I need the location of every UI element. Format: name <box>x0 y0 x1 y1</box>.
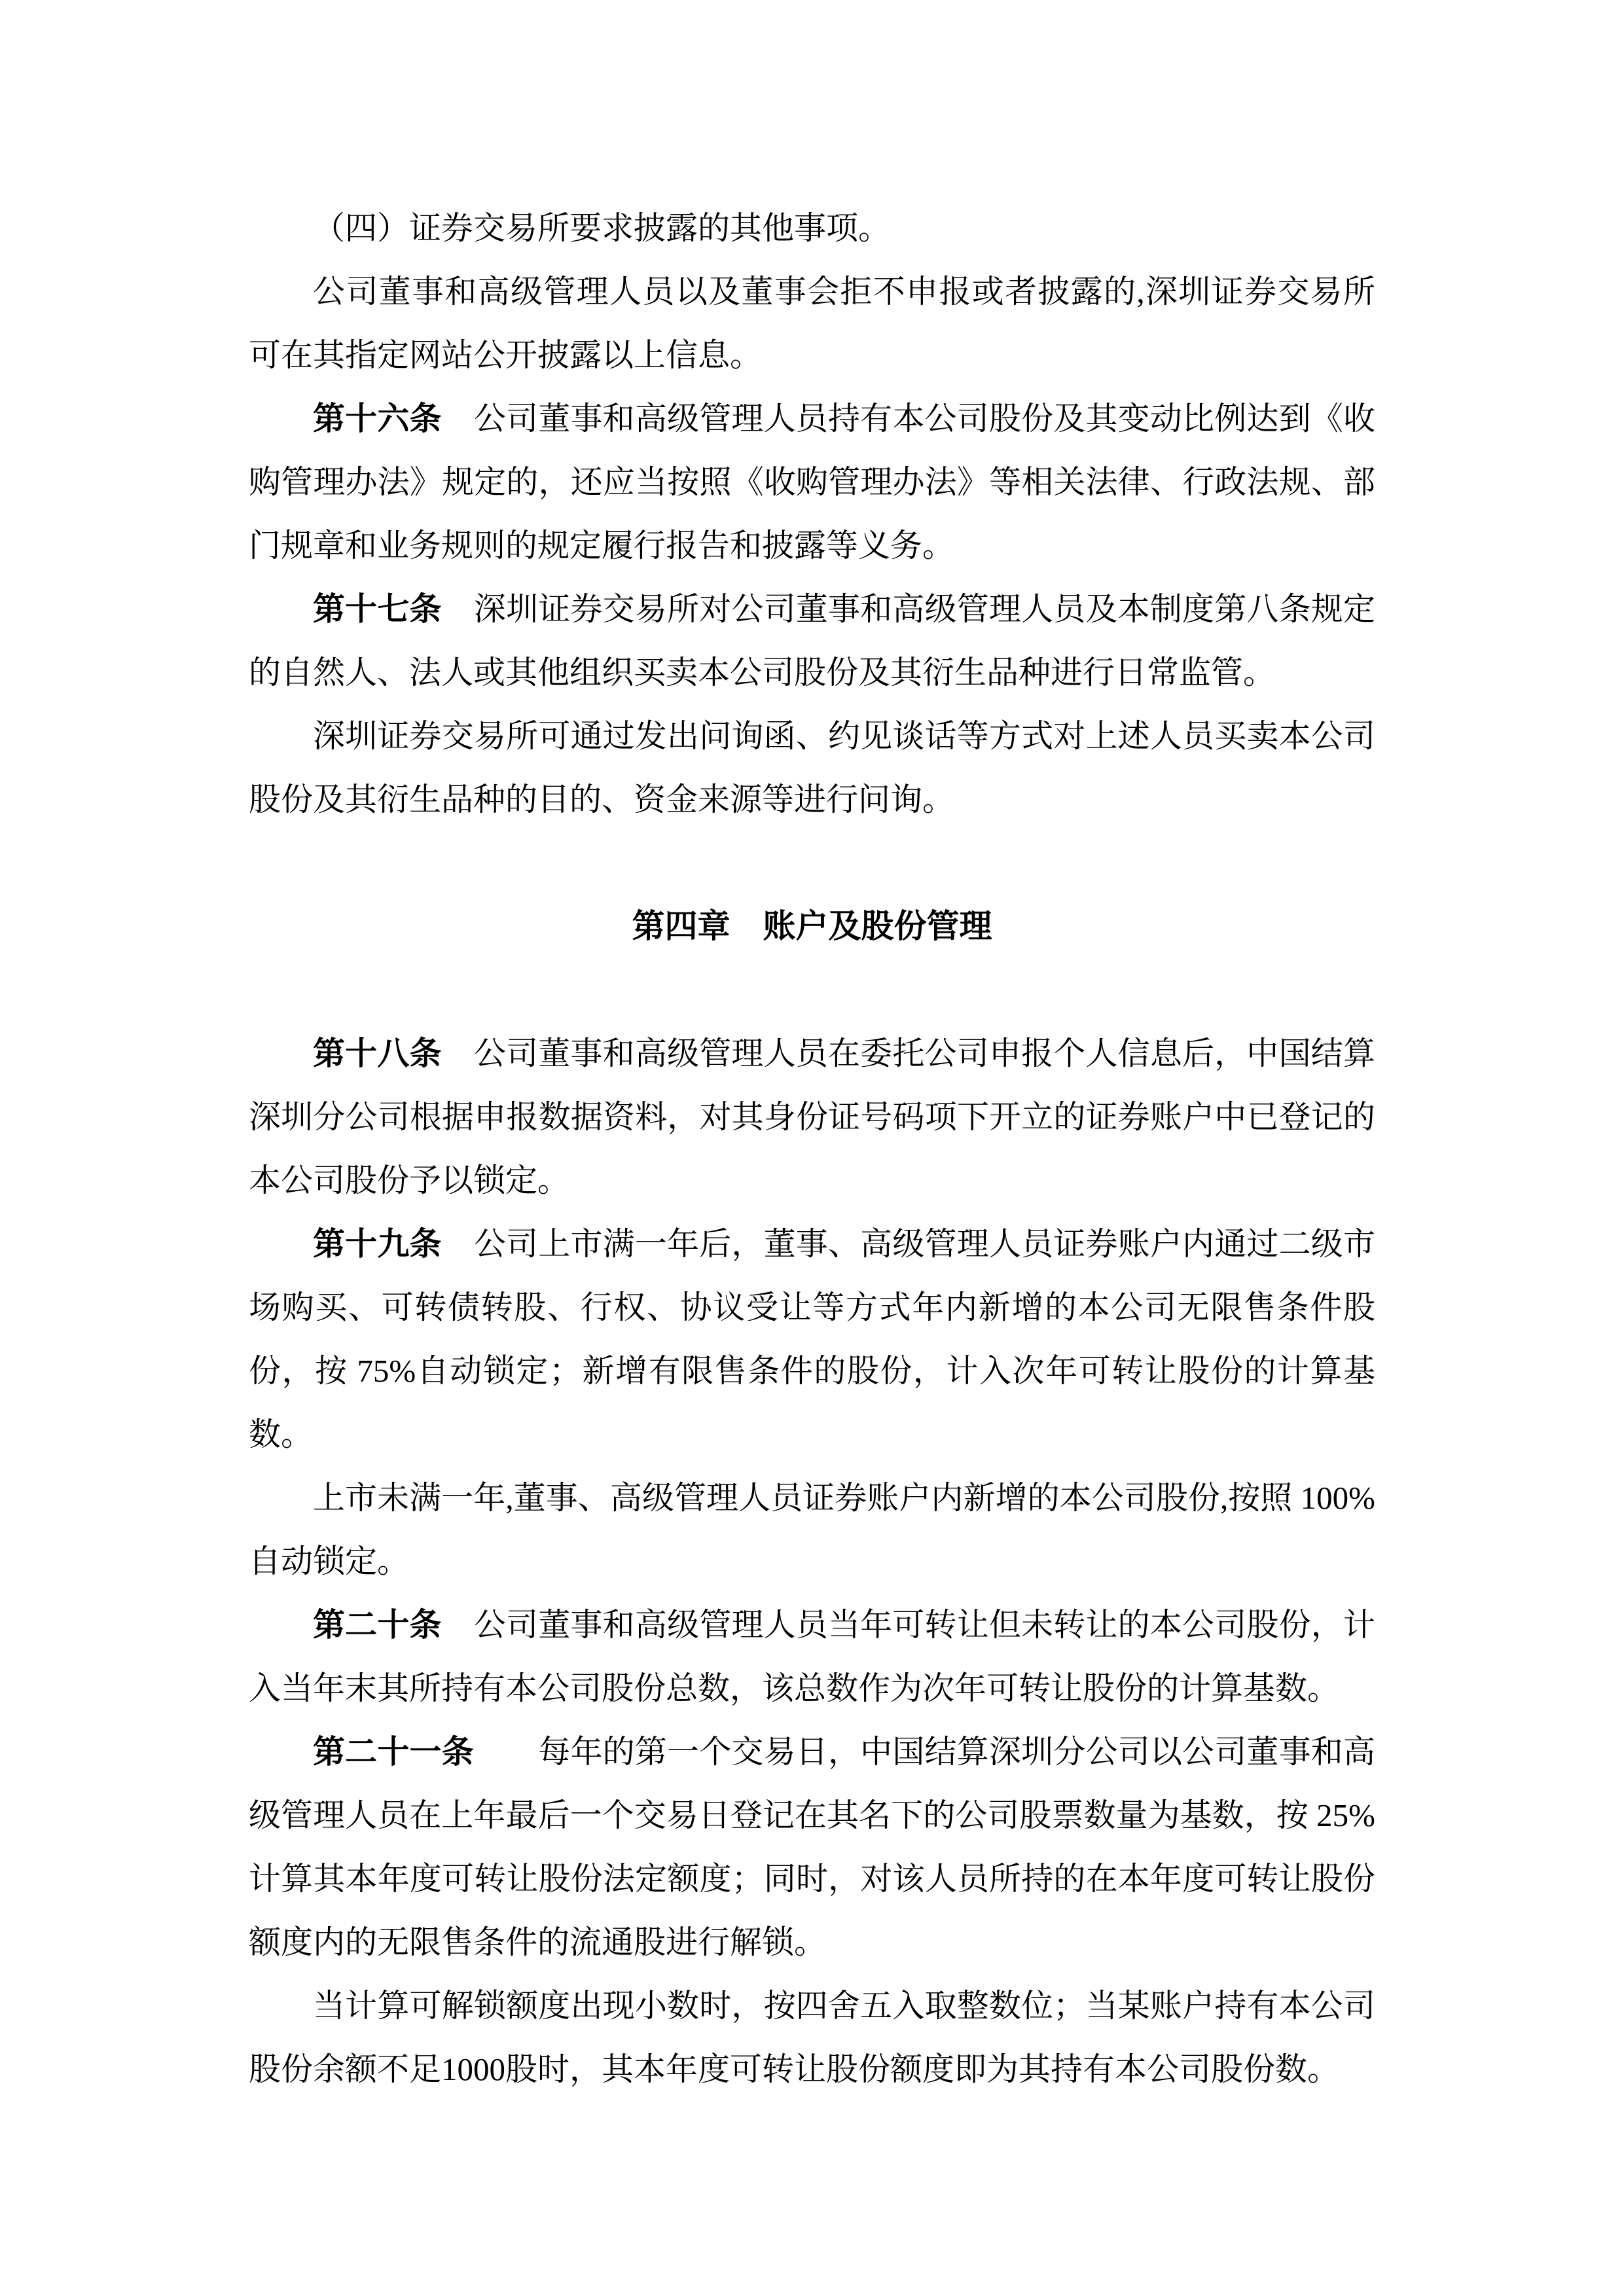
text-run: 公司上市满一年后，董事、高级管理人员证券账户内通过二级市场购买、可转债转股、行权、协议受让等方式年内新增的本公司无限售条件股份，按 75%自动锁定；新增有限售条件的股份，计入次年可转让股份的计算基数。 <box>249 1226 1375 1452</box>
paragraph <box>249 196 1375 260</box>
paragraph <box>249 1974 1375 2101</box>
paragraph <box>249 704 1375 831</box>
text-run: 公司董事和高级管理人员在委托公司申报个人信息后，中国结算深圳分公司根据申报数据资料，对其身份证号码项下开立的证券账户中已登记的本公司股份予以锁定。 <box>249 1035 1375 1198</box>
text-run: 每年的第一个交易日，中国结算深圳分公司以公司董事和高级管理人员在上年最后一个交易日登记在其名下的公司股票数量为基数，按 25%计算其本年度可转让股份法定额度；同时，对该人员所持的在本年度可转让股份额度内的无限售条件的流通股进行解锁。 <box>249 1734 1375 1960</box>
text-run: 公司董事和高级管理人员当年可转让但未转让的本公司股份，计入当年末其所持有本公司股份总数，该总数作为次年可转让股份的计算基数。 <box>249 1607 1375 1706</box>
article-number: 第十八条 <box>313 1035 442 1071</box>
article-number: 第十九条 <box>313 1226 442 1262</box>
text-run: 上市未满一年,董事、高级管理人员证券账户内新增的本公司股份,按照 100%自动锁定。 <box>249 1480 1375 1579</box>
article-number: 第十七条 <box>313 591 442 627</box>
text-run: 当计算可解锁额度出现小数时，按四舍五入取整数位；当某账户持有本公司股份余额不足1000股时，其本年度可转让股份额度即为其持有本公司股份数。 <box>249 1988 1375 2087</box>
paragraph <box>249 1212 1375 1466</box>
article-number: 第十六条 <box>313 401 442 437</box>
text-run: 公司董事和高级管理人员持有本公司股份及其变动比例达到《收购管理办法》规定的，还应当按照《收购管理办法》等相关法律、行政法规、部门规章和业务规则的规定履行报告和披露等义务。 <box>249 401 1375 564</box>
text-run: （四）证券交易所要求披露的其他事项。 <box>313 210 891 246</box>
text-run: 公司董事和高级管理人员以及董事会拒不申报或者披露的,深圳证券交易所可在其指定网站公开披露以上信息。 <box>249 274 1375 373</box>
article-number: 第四章 账户及股份管理 <box>632 908 992 944</box>
paragraph <box>249 1720 1375 1974</box>
text-run: 深圳证券交易所可通过发出问询函、约见谈话等方式对上述人员买卖本公司股份及其衍生品种的目的、资金来源等进行问询。 <box>249 718 1375 817</box>
text-run: 深圳证券交易所对公司董事和高级管理人员及本制度第八条规定的自然人、法人或其他组织买卖本公司股份及其衍生品种进行日常监管。 <box>249 591 1375 691</box>
paragraph <box>249 387 1375 577</box>
chapter-heading <box>249 895 1375 958</box>
paragraph <box>249 577 1375 704</box>
article-number: 第二十条 <box>313 1607 442 1643</box>
paragraph <box>249 1466 1375 1593</box>
paragraph <box>249 1593 1375 1720</box>
paragraph <box>249 260 1375 387</box>
article-number: 第二十一条 <box>313 1734 474 1770</box>
paragraph <box>249 1022 1375 1212</box>
